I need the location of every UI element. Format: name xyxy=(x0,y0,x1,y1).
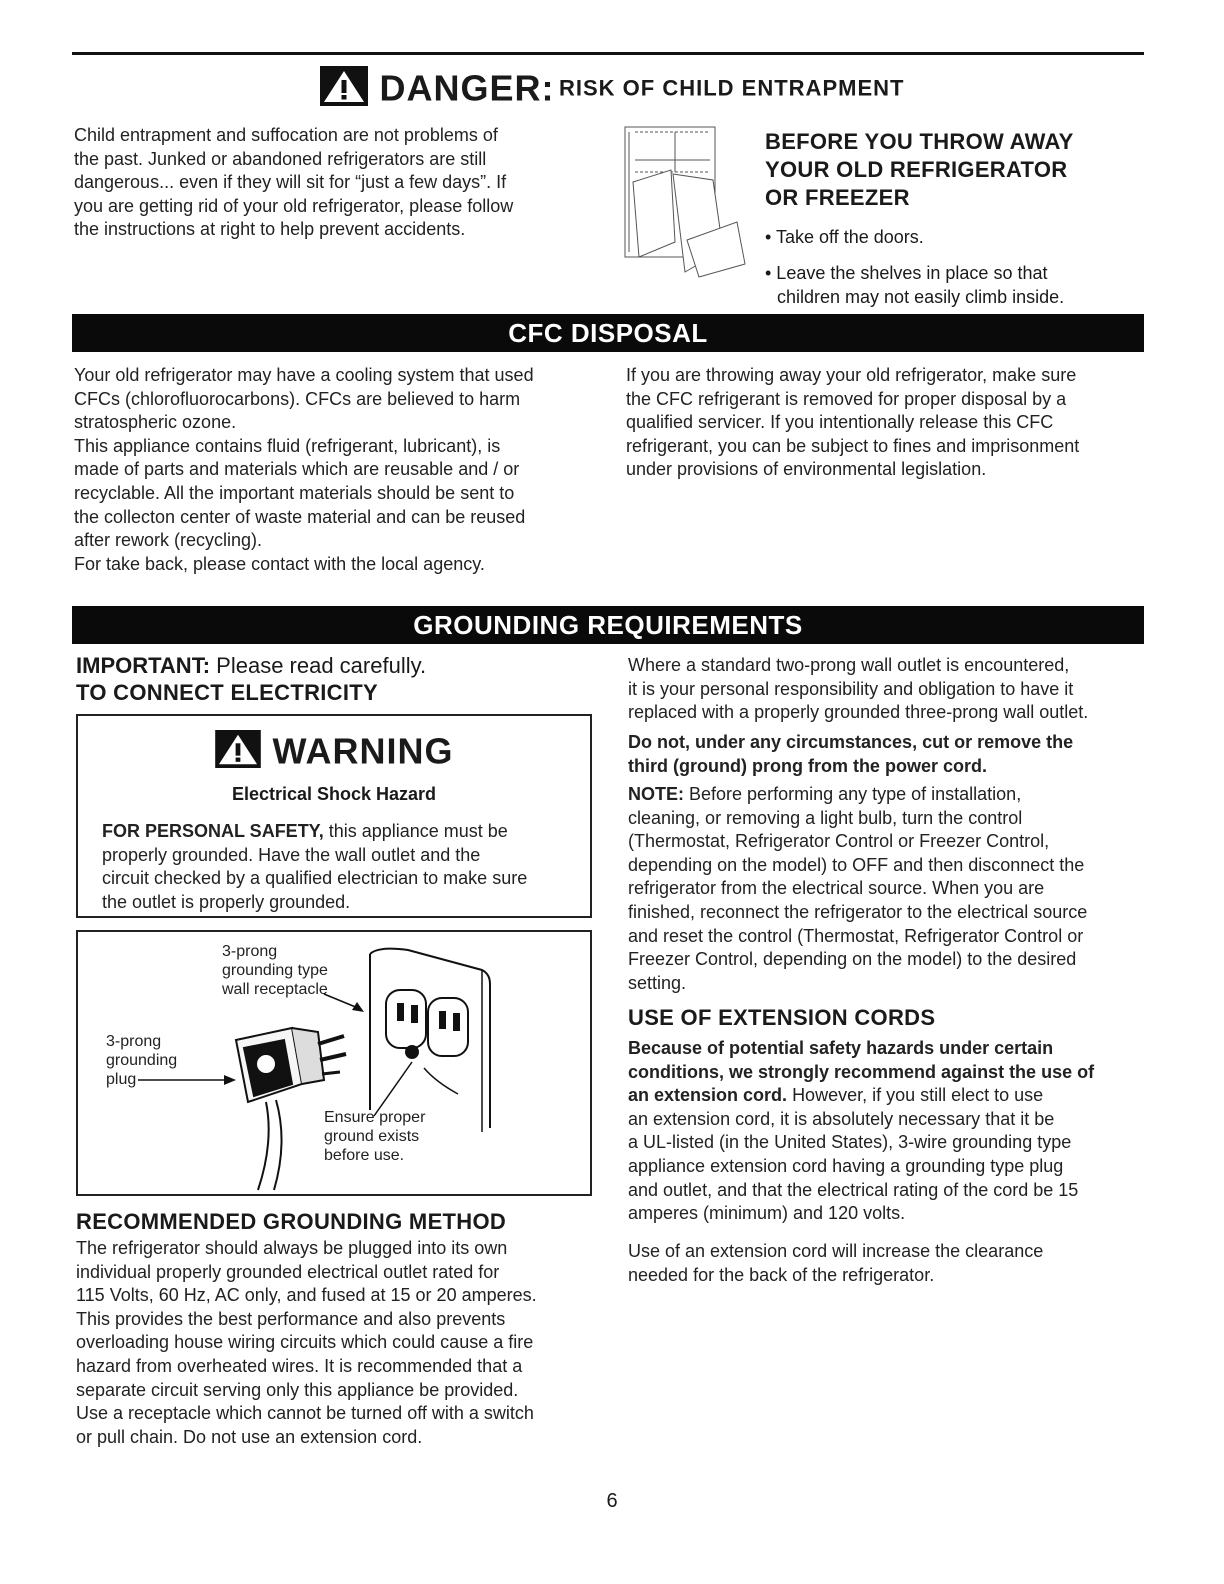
do-not-cut-prong-text xyxy=(628,731,1148,778)
warning-heading xyxy=(78,730,590,773)
extension-cords-text xyxy=(628,1037,1158,1226)
text-line: overloading house wiring circuits which could cause a fire xyxy=(76,1332,534,1353)
text-line: qualified servicer. If you intentionally release this CFC xyxy=(626,412,1054,433)
text-line: individual properly grounded electrical outlet rated for xyxy=(76,1261,500,1282)
text-line: 115 Volts, 60 Hz, AC only, and fused at 15 or 20 amperes. xyxy=(76,1285,537,1306)
danger-title xyxy=(0,66,1224,111)
text-line: an extension cord, it is absolutely necessary that it be xyxy=(628,1108,1055,1129)
text-line: the collecton center of waste material and can be reused xyxy=(74,506,526,527)
warning-triangle-icon xyxy=(215,730,261,773)
cfc-disposal-bar: CFC DISPOSAL xyxy=(72,314,1144,352)
before-throw-away-heading xyxy=(765,128,1145,212)
text-line: wall receptacle xyxy=(222,981,328,998)
text-line: under provisions of environmental legislation. xyxy=(626,459,987,480)
text-line: after rework (recycling). xyxy=(74,530,263,551)
note-label: NOTE: xyxy=(628,784,684,804)
text-line: recyclable. All the important materials should be sent to xyxy=(74,482,515,503)
text-line: or pull chain. Do not use an extension cord. xyxy=(76,1426,423,1447)
text-line: setting. xyxy=(628,972,687,993)
text-line: (Thermostat, Refrigerator Control or Freezer Control, xyxy=(628,831,1050,852)
text-line: • Leave the shelves in place so that xyxy=(765,263,1048,283)
important-text: Please read carefully. xyxy=(216,653,427,678)
recommended-grounding-heading: RECOMMENDED GROUNDING METHOD xyxy=(76,1209,507,1234)
danger-word: DANGER: xyxy=(379,67,555,109)
text-line: this appliance must be xyxy=(328,821,508,841)
important-line xyxy=(76,652,426,680)
text-line: the CFC refrigerant is removed for proper disposal by a xyxy=(626,388,1067,409)
text-line: refrigerator from the electrical source. When you are xyxy=(628,878,1045,899)
grounding-method-text xyxy=(76,1237,606,1449)
text-line: Before performing any type of installation, xyxy=(689,784,1022,804)
connect-electricity-heading: TO CONNECT ELECTRICITY xyxy=(76,680,378,705)
text-line: However, if you still elect to use xyxy=(792,1085,1044,1106)
text-line: grounding type xyxy=(222,962,328,979)
text-line: the outlet is properly grounded. xyxy=(102,891,351,912)
warning-lead: FOR PERSONAL SAFETY, xyxy=(102,821,324,841)
text-line: plug xyxy=(106,1071,137,1088)
warning-word: WARNING xyxy=(272,730,454,772)
danger-subtitle: RISK OF CHILD ENTRAPMENT xyxy=(559,75,905,101)
extension-clearance-text xyxy=(628,1240,1148,1287)
text-line: replaced with a properly grounded three-prong wall outlet. xyxy=(628,702,1089,723)
text-line: you are getting rid of your old refrigerator, please follow xyxy=(74,195,514,216)
text-line: CFCs (chlorofluorocarbons). CFCs are believed to harm xyxy=(74,388,521,409)
two-prong-text xyxy=(628,654,1148,725)
text-line: depending on the model) to OFF and then disconnect the xyxy=(628,854,1085,875)
text-line: hazard from overheated wires. It is recommended that a xyxy=(76,1355,523,1376)
text-line: 3-prong xyxy=(106,1033,162,1050)
text-line: Ensure proper xyxy=(324,1109,426,1126)
warning-subtitle: Electrical Shock Hazard xyxy=(231,784,437,804)
text-line: and reset the control (Thermostat, Refrigerator Control or xyxy=(628,925,1084,946)
text-line: Do not, under any circumstances, cut or remove the xyxy=(628,732,1074,752)
text-line: Because of potential safety hazards under certain xyxy=(628,1038,1054,1058)
cfc-left-text xyxy=(74,364,604,576)
text-line: 3-prong xyxy=(222,943,278,960)
danger-intro xyxy=(74,124,594,242)
bullet-leave-shelves xyxy=(765,262,1145,309)
extension-cords-heading: USE OF EXTENSION CORDS xyxy=(628,1005,936,1030)
refrigerator-illustration xyxy=(615,122,755,287)
text-line: Where a standard two-prong wall outlet is encountered, xyxy=(628,655,1070,675)
text-line: refrigerant, you can be subject to fines and imprisonment xyxy=(626,435,1080,456)
text-line: amperes (minimum) and 120 volts. xyxy=(628,1203,906,1224)
heading-line: YOUR OLD REFRIGERATOR xyxy=(765,157,1068,182)
text-line: conditions, we strongly recommend against the use of xyxy=(628,1061,1095,1082)
text-line: ground exists xyxy=(324,1128,420,1145)
text-line: cleaning, or removing a light bulb, turn the control xyxy=(628,807,1023,828)
text-line: Use a receptacle which cannot be turned off with a switch xyxy=(76,1403,534,1424)
bullet-take-off-doors: • Take off the doors. xyxy=(765,227,924,247)
page-number: 6 xyxy=(606,1490,618,1512)
text-line: If you are throwing away your old refrigerator, make sure xyxy=(626,365,1077,385)
grounding-requirements-bar: GROUNDING REQUIREMENTS xyxy=(72,606,1144,644)
text-line: dangerous... even if they will sit for “just a few days”. If xyxy=(74,172,507,193)
text-line: circuit checked by a qualified electrician to make sure xyxy=(102,868,528,889)
heading-line: BEFORE YOU THROW AWAY xyxy=(765,129,1074,154)
text-line: the instructions at right to help prevent accidents. xyxy=(74,219,466,240)
text-line: Use of an extension cord will increase the clearance xyxy=(628,1241,1044,1261)
text-line: stratospheric ozone. xyxy=(74,412,237,433)
note-text xyxy=(628,783,1148,995)
important-label: IMPORTANT: xyxy=(76,653,211,678)
text-line: finished, reconnect the refrigerator to the electrical source xyxy=(628,901,1088,922)
text-line: the past. Junked or abandoned refrigerators are still xyxy=(74,148,487,169)
cfc-right-text xyxy=(626,364,1146,482)
text-line: Freezer Control, depending on the model) to the desired xyxy=(628,949,1077,970)
text-line: it is your personal responsibility and obligation to have it xyxy=(628,678,1074,699)
text-line: and outlet, and that the electrical rating of the cord be 15 xyxy=(628,1179,1079,1200)
heading-line: OR FREEZER xyxy=(765,185,910,210)
text-line: appliance extension cord having a grounding type plug xyxy=(628,1155,1064,1176)
warning-box xyxy=(76,714,592,918)
text-line: The refrigerator should always be plugged into its own xyxy=(76,1238,508,1258)
text-line: before use. xyxy=(324,1147,405,1164)
text-line: needed for the back of the refrigerator. xyxy=(628,1264,935,1285)
warning-body xyxy=(102,820,582,914)
plug-diagram-box xyxy=(76,930,592,1196)
warning-triangle-icon xyxy=(320,66,368,111)
text-line: grounding xyxy=(106,1052,178,1069)
text-line: a UL-listed (in the United States), 3-wire grounding type xyxy=(628,1132,1072,1153)
plug-receptacle-drawing xyxy=(78,932,590,1194)
text-line: properly grounded. Have the wall outlet and the xyxy=(102,844,481,865)
text-line: This provides the best performance and also prevents xyxy=(76,1308,506,1329)
text-line: Your old refrigerator may have a cooling system that used xyxy=(74,365,534,385)
text-line: This appliance contains fluid (refrigerant, lubricant), is xyxy=(74,435,501,456)
text-line: children may not easily climb inside. xyxy=(777,286,1065,307)
text-line: an extension cord. xyxy=(628,1085,788,1106)
top-rule xyxy=(72,52,1144,55)
text-line: third (ground) prong from the power cord. xyxy=(628,755,987,776)
text-line: made of parts and materials which are reusable and / or xyxy=(74,459,520,480)
text-line: For take back, please contact with the local agency. xyxy=(74,553,485,574)
text-line: separate circuit serving only this appliance be provided. xyxy=(76,1379,519,1400)
text-line: Child entrapment and suffocation are not problems of xyxy=(74,125,498,145)
